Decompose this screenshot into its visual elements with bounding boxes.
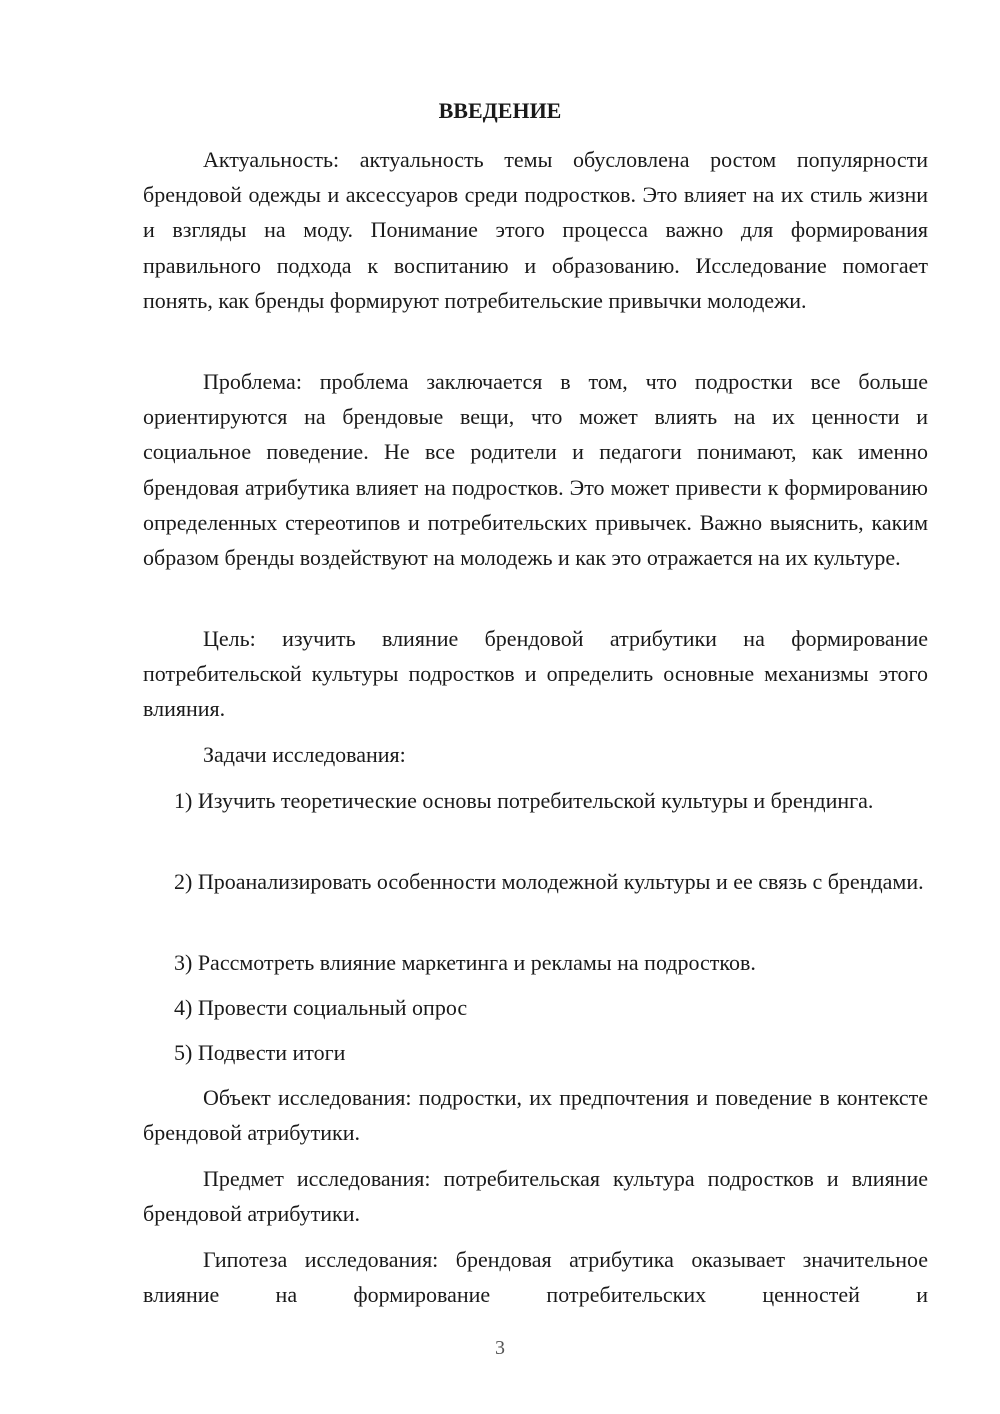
page-number: 3 [495,1337,505,1359]
hypothesis-paragraph: Гипотеза исследования: брендовая атрибутика оказывает значительное влияние на формирование потребительских ценностей и [143,1247,928,1308]
page-title: ВВЕДЕНИЕ [438,98,562,123]
task-item-2: 2) Проанализировать особенности молодежной культуры и ее связь с брендами. [174,869,924,894]
object-paragraph: Объект исследования: подростки, их предпочтения и поведение в контексте брендовой атрибутики. [143,1085,928,1146]
task-item-3: 3) Рассмотреть влияние маркетинга и рекламы на подростков. [174,950,756,975]
task-item-4: 4) Провести социальный опрос [174,995,468,1020]
task-item-5: 5) Подвести итоги [174,1040,346,1065]
problem-paragraph: Проблема: проблема заключается в том, что подростки все больше ориентируются на брендовые вещи, что может влиять на их ценности и социальное поведение. Не все родители и педагоги понимают, как именно брендовая атрибутика влияет на подростков. Это может привести к формированию определенных стереотипов и потребительских привычек. Важно выяснить, каким образом бренды воздействуют на молодежь и как это отражается на их культуре. [143,369,928,571]
subject-paragraph: Предмет исследования: потребительская культура подростков и влияние брендовой атрибутики. [143,1166,928,1227]
relevance-paragraph: Актуальность: актуальность темы обусловлена ростом популярности брендовой одежды и аксессуаров среди подростков. Это влияет на их стиль жизни и взгляды на моду. Понимание этого процесса важно для формирования правильного подхода к воспитанию и образованию. Исследование помогает понять, как бренды формируют потребительские привычки молодежи. [143,147,928,313]
task-item-1: 1) Изучить теоретические основы потребительской культуры и брендинга. [174,788,874,813]
goal-paragraph: Цель: изучить влияние брендовой атрибутики на формирование потребительской культуры подростков и определить основные механизмы этого влияния. [143,626,928,722]
tasks-heading: Задачи исследования: [203,742,406,767]
